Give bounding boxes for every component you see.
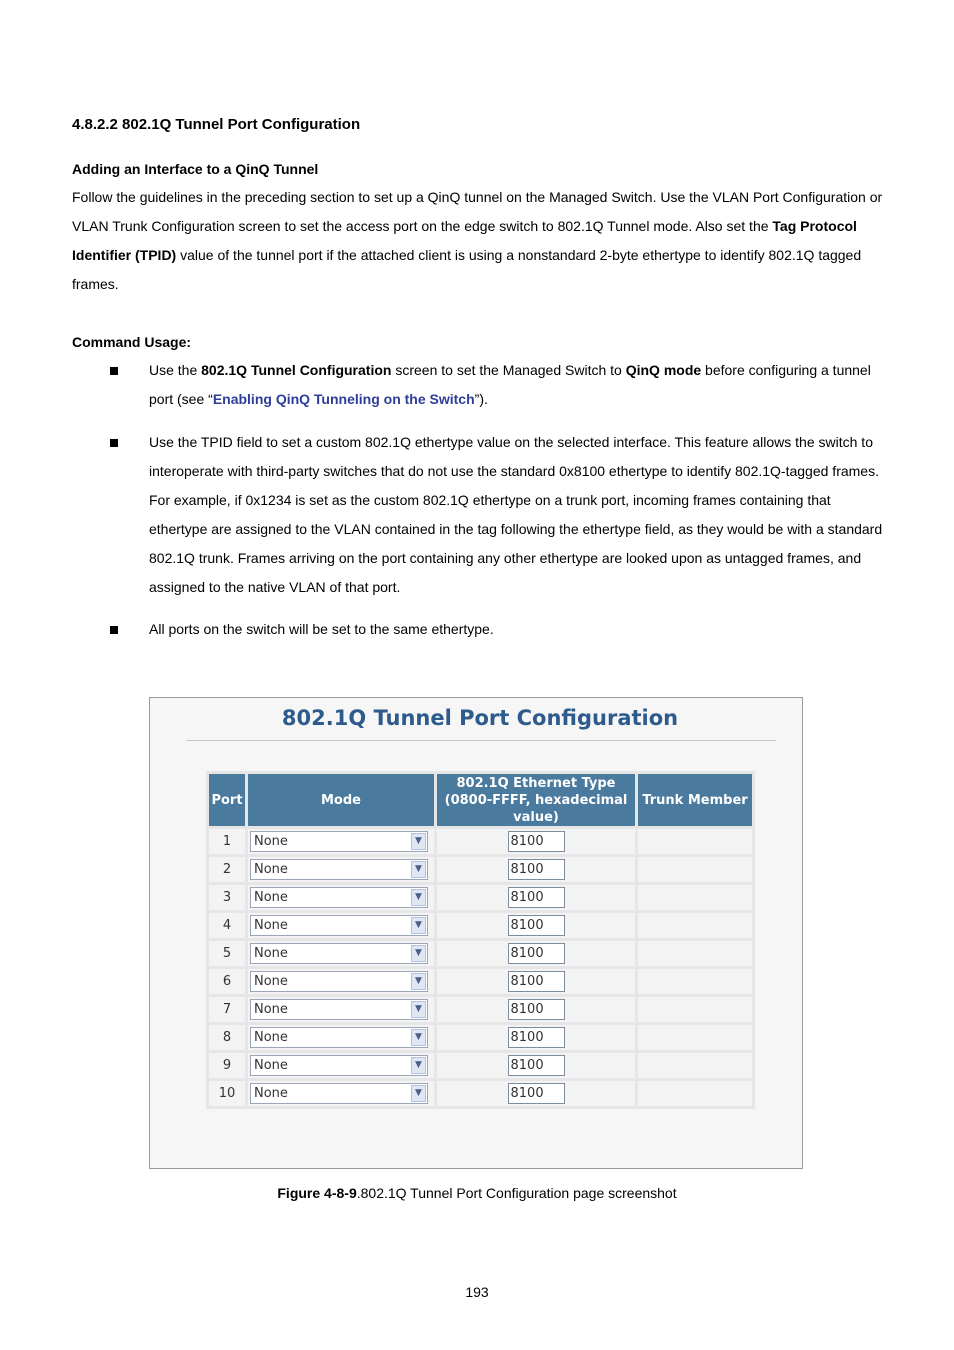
chevron-down-icon[interactable]: ▼ bbox=[411, 1001, 426, 1018]
mode-value: None bbox=[254, 918, 288, 933]
table-row bbox=[209, 997, 752, 1022]
port-cell: 7 bbox=[209, 997, 245, 1022]
port-cell: 6 bbox=[209, 969, 245, 994]
table-row bbox=[209, 885, 752, 910]
qinq-tunneling-link[interactable]: Enabling QinQ Tunneling on the Switch bbox=[212, 391, 475, 407]
bullet-square-icon bbox=[110, 367, 118, 375]
ethertype-input[interactable]: 8100 bbox=[508, 915, 565, 936]
mode-select[interactable] bbox=[250, 831, 428, 852]
trunk-member-cell bbox=[638, 829, 752, 854]
ethertype-input[interactable]: 8100 bbox=[508, 887, 565, 908]
chevron-down-icon[interactable]: ▼ bbox=[411, 1057, 426, 1074]
mode-value: None bbox=[254, 946, 288, 961]
mode-cell bbox=[248, 857, 434, 882]
mode-value: None bbox=[254, 834, 288, 849]
ethertype-cell bbox=[437, 885, 635, 910]
bullet-text bbox=[149, 356, 884, 414]
chevron-down-icon[interactable]: ▼ bbox=[411, 1029, 426, 1046]
tunnel-port-table bbox=[206, 771, 755, 1109]
mode-value: None bbox=[254, 1030, 288, 1045]
chevron-down-icon[interactable]: ▼ bbox=[411, 833, 426, 850]
bullet-1-text-a: Use the bbox=[149, 362, 202, 378]
mode-select[interactable] bbox=[250, 971, 428, 992]
trunk-member-cell bbox=[638, 969, 752, 994]
figure-caption bbox=[0, 1185, 954, 1201]
subheading: Adding an Interface to a QinQ Tunnel bbox=[72, 161, 319, 177]
header-mode: Mode bbox=[248, 774, 434, 826]
intro-text-2: value of the tunnel port if the attached client is using a nonstandard 2-byte ethertype to identify 802.1Q tagged frames. bbox=[72, 247, 862, 292]
screenshot-frame bbox=[149, 697, 803, 1169]
trunk-member-cell bbox=[638, 1081, 752, 1106]
ethertype-input[interactable]: 8100 bbox=[508, 943, 565, 964]
mode-select[interactable] bbox=[250, 887, 428, 908]
trunk-member-cell bbox=[638, 857, 752, 882]
trunk-member-cell bbox=[638, 1053, 752, 1078]
bullet-1-bold-a: 802.1Q Tunnel Configuration bbox=[201, 362, 392, 378]
trunk-member-cell bbox=[638, 1025, 752, 1050]
trunk-member-cell bbox=[638, 885, 752, 910]
ethertype-input[interactable]: 8100 bbox=[508, 1027, 565, 1048]
table-row bbox=[209, 1053, 752, 1078]
intro-paragraph bbox=[72, 183, 887, 299]
port-cell: 3 bbox=[209, 885, 245, 910]
port-cell: 4 bbox=[209, 913, 245, 938]
bullet-1-text-c: before configuring a tunnel port (see “ bbox=[149, 362, 871, 407]
trunk-member-cell bbox=[638, 913, 752, 938]
port-cell: 9 bbox=[209, 1053, 245, 1078]
chevron-down-icon[interactable]: ▼ bbox=[411, 917, 426, 934]
command-usage-label: Command Usage: bbox=[72, 334, 192, 350]
table-row bbox=[209, 1081, 752, 1106]
mode-cell bbox=[248, 941, 434, 966]
port-cell: 8 bbox=[209, 1025, 245, 1050]
port-cell: 1 bbox=[209, 829, 245, 854]
mode-cell bbox=[248, 1053, 434, 1078]
ethertype-input[interactable]: 8100 bbox=[508, 831, 565, 852]
table-row bbox=[209, 1025, 752, 1050]
port-cell: 5 bbox=[209, 941, 245, 966]
mode-cell bbox=[248, 913, 434, 938]
chevron-down-icon[interactable]: ▼ bbox=[411, 889, 426, 906]
chevron-down-icon[interactable]: ▼ bbox=[411, 973, 426, 990]
bullet-square-icon bbox=[110, 439, 118, 447]
port-cell: 10 bbox=[209, 1081, 245, 1106]
trunk-member-cell bbox=[638, 941, 752, 966]
figure-label: Figure 4-8-9 bbox=[277, 1185, 357, 1201]
table-row bbox=[209, 913, 752, 938]
mode-value: None bbox=[254, 974, 288, 989]
title-divider bbox=[186, 740, 776, 741]
ethertype-input[interactable]: 8100 bbox=[508, 971, 565, 992]
table-row bbox=[209, 969, 752, 994]
port-cell: 2 bbox=[209, 857, 245, 882]
chevron-down-icon[interactable]: ▼ bbox=[411, 945, 426, 962]
table-row bbox=[209, 857, 752, 882]
figure-text: .802.1Q Tunnel Port Configuration page screenshot bbox=[356, 1185, 677, 1201]
header-trunk-member: Trunk Member bbox=[638, 774, 752, 826]
mode-cell bbox=[248, 885, 434, 910]
mode-cell bbox=[248, 997, 434, 1022]
ethertype-cell bbox=[437, 941, 635, 966]
page-number: 193 bbox=[465, 1284, 489, 1300]
ethertype-cell bbox=[437, 857, 635, 882]
trunk-member-cell bbox=[638, 997, 752, 1022]
mode-select[interactable] bbox=[250, 1055, 428, 1076]
ethertype-cell bbox=[437, 1081, 635, 1106]
mode-select[interactable] bbox=[250, 1027, 428, 1048]
header-ethertype: 802.1Q Ethernet Type (0800-FFFF, hexadecimal value) bbox=[437, 774, 635, 826]
mode-select[interactable] bbox=[250, 999, 428, 1020]
mode-select[interactable] bbox=[250, 943, 428, 964]
header-port: Port bbox=[209, 774, 245, 826]
ethertype-cell bbox=[437, 913, 635, 938]
ethertype-cell bbox=[437, 1053, 635, 1078]
mode-value: None bbox=[254, 1002, 288, 1017]
mode-select[interactable] bbox=[250, 859, 428, 880]
bullet-text: Use the TPID field to set a custom 802.1Q ethertype value on the selected interface. This feature allows the switch to interoperate with third-party switches that do not use the standard 0x8100 ethertype to identify 802.1Q-tagged frames. For example, if 0x1234 is set as the custom 802.1Q ethertype on a trunk port, incoming frames containing that ethertype are assigned to the VLAN contained in the tag following the ethertype field, as they would be with a standard 802.1Q trunk. Frames arriving on the port containing any other ethertype are looked upon as untagged frames, and assigned to the native VLAN of that port. bbox=[149, 434, 883, 595]
ethertype-cell bbox=[437, 997, 635, 1022]
screenshot-title: 802.1Q Tunnel Port Configuration bbox=[281, 706, 679, 730]
table-row bbox=[209, 829, 752, 854]
table-row bbox=[209, 941, 752, 966]
mode-cell bbox=[248, 969, 434, 994]
mode-cell bbox=[248, 1081, 434, 1106]
mode-value: None bbox=[254, 890, 288, 905]
section-title: 4.8.2.2 802.1Q Tunnel Port Configuration bbox=[72, 116, 361, 133]
mode-select[interactable] bbox=[250, 915, 428, 936]
intro-bold-tpid: Tag Protocol Identifier (TPID) bbox=[72, 218, 857, 263]
bullet-1-text-b: screen to set the Managed Switch to bbox=[391, 362, 626, 378]
bullet-text: All ports on the switch will be set to the same ethertype. bbox=[149, 621, 494, 637]
intro-text-1: Follow the guidelines in the preceding section to set up a QinQ tunnel on the Managed Switch. Use the VLAN Port Configuration or VLAN Trunk Configuration screen to set the access port on the edge switch to 802.1Q Tunnel mode. Also set the bbox=[72, 189, 883, 234]
ethertype-cell bbox=[437, 829, 635, 854]
ethertype-input[interactable]: 8100 bbox=[508, 1055, 565, 1076]
ethertype-cell bbox=[437, 1025, 635, 1050]
ethertype-input[interactable]: 8100 bbox=[508, 859, 565, 880]
bullet-1-bold-b: QinQ mode bbox=[625, 362, 702, 378]
mode-value: None bbox=[254, 1058, 288, 1073]
mode-value: None bbox=[254, 862, 288, 877]
table-header-row bbox=[209, 774, 752, 826]
ethertype-cell bbox=[437, 969, 635, 994]
mode-value: None bbox=[254, 1086, 288, 1101]
ethertype-input[interactable]: 8100 bbox=[508, 999, 565, 1020]
bullet-1-text-d: ”). bbox=[474, 391, 488, 407]
chevron-down-icon[interactable]: ▼ bbox=[411, 861, 426, 878]
mode-cell bbox=[248, 1025, 434, 1050]
mode-select[interactable] bbox=[250, 1083, 428, 1104]
ethertype-input[interactable]: 8100 bbox=[508, 1083, 565, 1104]
bullet-square-icon bbox=[110, 626, 118, 634]
mode-cell bbox=[248, 829, 434, 854]
chevron-down-icon[interactable]: ▼ bbox=[411, 1085, 426, 1102]
